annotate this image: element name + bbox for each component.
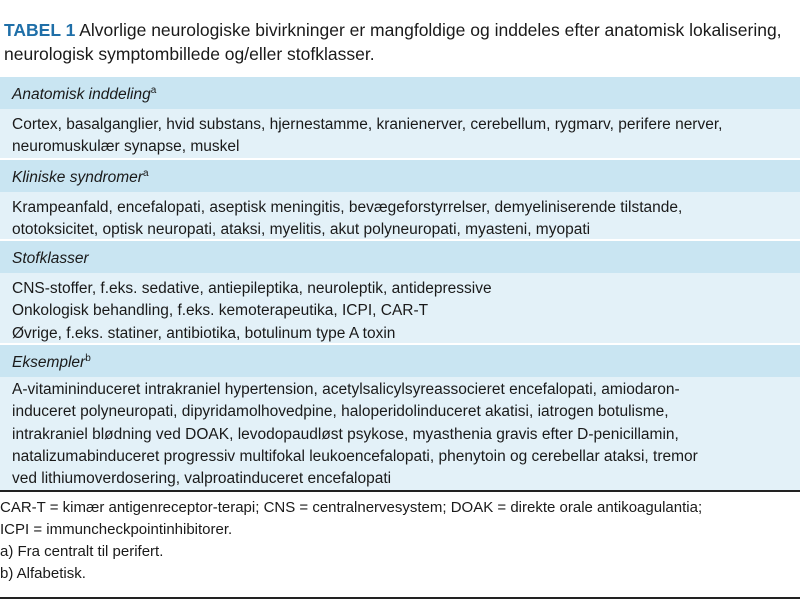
section-line: Onkologisk behandling, f.eks. kemoterapeutika, ICPI, CAR-T <box>12 302 429 320</box>
table-caption-text: Alvorlige neurologiske bivirkninger er mangfoldige og inddeles efter anatomisk lokalisering, neurologisk symptombillede og/eller stofklasser. <box>4 20 782 64</box>
section-clinical-syndromes <box>0 160 800 239</box>
section-heading: Stofklasser <box>12 250 89 267</box>
section-line: natalizumabinduceret progressiv multifokal leukoencefalopati, phenytoin og cerebellar ataksi, tremor <box>12 447 698 465</box>
table-footnotes <box>0 497 790 585</box>
section-body-row <box>0 377 800 490</box>
section-line: CNS-stoffer, f.eks. sedative, antiepileptika, neuroleptik, antidepressive <box>12 280 492 297</box>
adverse-effects-table <box>0 77 800 490</box>
section-line: ototoksicitet, optisk neuropati, ataksi, myelitis, akut polyneuropati, myasteni, myopati <box>12 221 591 239</box>
section-line: A-vitamininduceret intrakraniel hypertension, acetylsalicylsyreassocieret encefalopati, amiodaron- <box>12 381 680 398</box>
section-body-row <box>0 273 800 343</box>
footnote-b: b) Alfabetisk. <box>0 565 86 582</box>
footnote-marker: a <box>142 168 149 179</box>
section-anatomy <box>0 77 800 158</box>
section-drug-classes <box>0 241 800 343</box>
section-line: Øvrige, f.eks. statiner, antibiotika, botulinum type A toxin <box>12 324 396 342</box>
page-bottom-rule <box>0 597 800 599</box>
section-line: ved lithiumoverdosering, valproatinduceret encefalopati <box>12 470 392 488</box>
section-heading-row <box>0 77 800 109</box>
footnote-marker: a <box>150 85 157 96</box>
section-heading-row <box>0 241 800 273</box>
section-examples <box>0 345 800 490</box>
abbreviations-line: CAR-T = kimær antigenreceptor-terapi; CNS = centralnervesystem; DOAK = direkte orale antikoagulantia; <box>0 499 703 516</box>
section-heading-row <box>0 160 800 192</box>
section-line: induceret polyneuropati, dipyridamolhovedpine, haloperidolinduceret akatisi, iatrogen botulisme, <box>12 403 669 421</box>
section-heading: Anatomisk inddeling <box>12 86 151 103</box>
abbreviations-line: ICPI = immuncheckpointinhibitorer. <box>0 521 233 538</box>
section-heading-row <box>0 345 800 377</box>
section-heading: Eksempler <box>12 354 86 371</box>
section-body-row <box>0 109 800 158</box>
section-heading: Kliniske syndromer <box>12 169 143 186</box>
section-line: Cortex, basalganglier, hvid substans, hjernestamme, kranienerver, cerebellum, rygmarv, perifere nerver, <box>12 116 723 133</box>
table-caption <box>4 18 794 66</box>
section-line: neuromuskulær synapse, muskel <box>12 138 240 156</box>
table-bottom-rule <box>0 490 800 492</box>
footnote-a: a) Fra centralt til perifert. <box>0 543 164 560</box>
table-label: TABEL 1 <box>4 20 76 40</box>
section-line: intrakraniel blødning ved DOAK, levodopaudløst psykose, myasthenia gravis efter D-penicillamin, <box>12 425 679 443</box>
footnote-marker: b <box>85 353 91 364</box>
section-body-row <box>0 192 800 239</box>
section-line: Krampeanfald, encefalopati, aseptisk meningitis, bevægeforstyrrelser, demyeliniserende tilstande, <box>12 199 683 216</box>
